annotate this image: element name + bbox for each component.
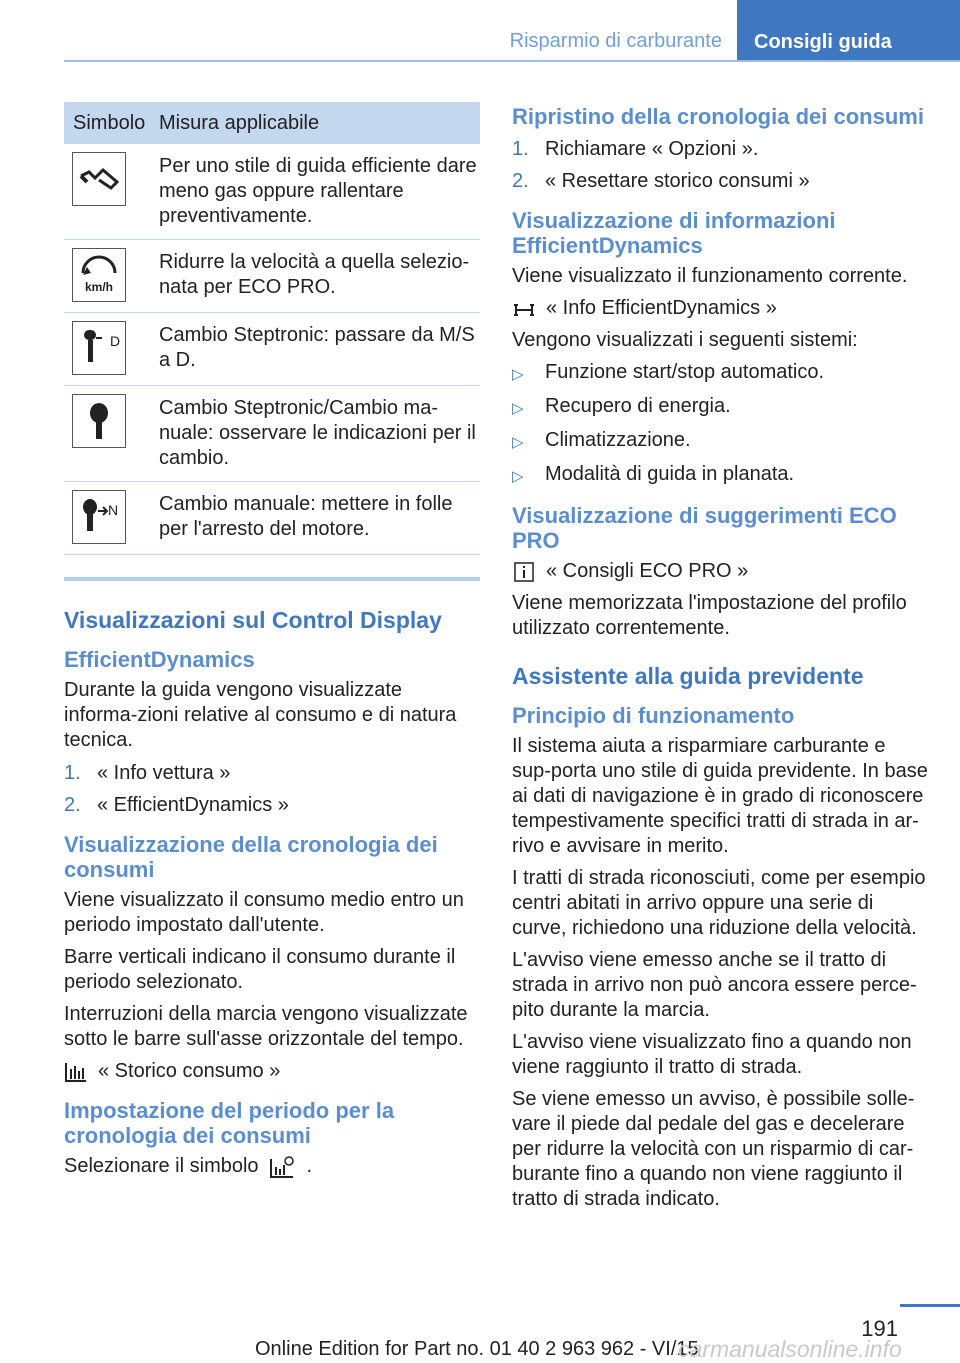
paragraph: Barre verticali indicano il consumo durante il periodo selezionato.	[64, 946, 456, 993]
section-title: Risparmio di carburante	[509, 30, 722, 52]
speedometer-kmh-icon	[72, 248, 126, 302]
gear-shift-icon	[72, 394, 126, 448]
left-column	[64, 102, 480, 1186]
paragraph: L'avviso viene visualizzato fino a quando non viene raggiunto il tratto di strada.	[512, 1031, 912, 1078]
paragraph: Viene memorizzata l'impostazione del profilo utilizzato correntemente.	[512, 592, 907, 639]
heading-efficientdynamics: EfficientDynamics	[64, 647, 255, 672]
symbol-table	[64, 102, 480, 555]
list-item: ▷ Recupero di energia.	[512, 394, 928, 421]
heading-period: Impostazione del periodo per la cronologia dei consumi	[64, 1098, 395, 1148]
heading-control-display: Visualizzazioni sul Control Display	[64, 607, 442, 633]
list-item: ▷ Climatizzazione.	[512, 428, 928, 455]
list-item-text: « Resettare storico consumi »	[545, 170, 810, 192]
paragraph: Durante la guida vengono visualizzate informa-zioni relative al consumo e di natura tecnica.	[64, 679, 457, 751]
system-list	[512, 360, 928, 489]
car-info-icon	[512, 299, 536, 319]
chart-settings-icon	[269, 1155, 297, 1179]
list-item-text: Climatizzazione.	[545, 429, 691, 451]
heading-assist: Assistente alla guida previdente	[512, 663, 864, 689]
edition-note: Online Edition for Part no. 01 40 2 963 962 - VI/15	[255, 1338, 699, 1360]
list-item: ▷ Modalità di guida in planata.	[512, 462, 928, 489]
paragraph: L'avviso viene emesso anche se il tratto di strada in arrivo non può ancora essere perce-pito durante la marcia.	[512, 949, 917, 1021]
paragraph: Viene visualizzato il consumo medio entro un periodo impostato dall'utente.	[64, 889, 464, 936]
watermark: carmanualsonline.info	[678, 1336, 902, 1362]
table-row	[64, 313, 480, 386]
table-cell-text: Ridurre la velocità a quella selezio-nata per ECO PRO.	[159, 240, 480, 313]
list-item-text: Richiamare « Opzioni ».	[545, 138, 759, 160]
svg-text:km/h: km/h	[84, 280, 114, 294]
tips-menu-line	[512, 559, 928, 584]
info-menu-label: « Info EfficientDynamics »	[546, 297, 777, 319]
period-text-end: .	[306, 1155, 313, 1177]
chapter-tab-label: Consigli guida	[754, 31, 892, 53]
tips-menu-label: « Consigli ECO PRO »	[546, 560, 749, 582]
table-row	[64, 386, 480, 482]
header-rule	[64, 60, 960, 62]
history-menu-label: « Storico consumo »	[98, 1060, 281, 1082]
svg-text:N: N	[108, 502, 119, 518]
heading-tips: Visualizzazione di suggerimenti ECO PRO	[512, 503, 897, 553]
table-row	[64, 240, 480, 313]
list-item-text: Recupero di energia.	[545, 395, 731, 417]
accelerator-release-icon	[72, 152, 126, 206]
right-column	[512, 102, 928, 1219]
table-row	[64, 482, 480, 555]
page-number: 191	[861, 1316, 898, 1341]
page-header	[0, 0, 960, 62]
bar-chart-icon	[64, 1061, 88, 1083]
info-menu-line	[512, 296, 928, 321]
footer-rule	[900, 1304, 960, 1307]
paragraph: Il sistema aiuta a risparmiare carburante e sup-porta uno stile di guida previdente. In base ai dati di navigazione è in grado di riconoscere tempestivamente specifici tratti di strada in ar-rivo e avvisare in merito.	[512, 735, 928, 857]
list-item: 1. « Info vettura »	[64, 762, 231, 784]
svg-text:D: D	[110, 333, 121, 349]
paragraph: Interruzioni della marcia vengono visualizzate sotto le barre sull'asse orizzontale del tempo.	[64, 1003, 468, 1050]
history-menu-line	[64, 1059, 480, 1084]
paragraph: Se viene emesso un avviso, è possibile solle-vare il piede dal pedale del gas e decelerare per ridurre la velocità con un risparmio di car-burante fino a quando non viene raggiunto il tratto di strada indicato.	[512, 1088, 915, 1210]
table-cell-text: Cambio Steptronic: passare da M/S a D.	[159, 313, 480, 386]
gear-n-icon	[72, 490, 126, 544]
table-header-symbol: Simbolo	[64, 102, 159, 144]
list-item: ▷ Funzione start/stop automatico.	[512, 360, 928, 387]
heading-reset: Ripristino della cronologia dei consumi	[512, 104, 924, 129]
period-text: Selezionare il simbolo	[64, 1155, 259, 1177]
paragraph: Vengono visualizzati i seguenti sistemi:	[512, 329, 858, 351]
gear-d-icon	[72, 321, 126, 375]
ordered-list	[512, 137, 928, 194]
period-line	[64, 1154, 480, 1179]
list-item: 1. Richiamare « Opzioni ».	[512, 138, 759, 160]
heading-info: Visualizzazione di informazioni EfficientDynamics	[512, 208, 836, 258]
list-item-text: Funzione start/stop automatico.	[545, 361, 825, 383]
heading-principle: Principio di funzionamento	[512, 703, 795, 728]
list-item-text: Modalità di guida in planata.	[545, 463, 795, 485]
table-cell-text: Cambio manuale: mettere in folle per l'arresto del motore.	[159, 482, 480, 555]
paragraph: I tratti di strada riconosciuti, come per esempio centri abitati in arrivo oppure una serie di curve, richiedono una riduzione della velocità.	[512, 867, 926, 939]
list-item: 2. « EfficientDynamics »	[64, 794, 289, 816]
paragraph: Viene visualizzato il funzionamento corrente.	[512, 265, 908, 287]
table-header-measure: Misura applicabile	[159, 102, 480, 144]
info-icon	[512, 561, 536, 583]
table-row	[64, 144, 480, 240]
table-header	[64, 102, 480, 144]
list-item-text: « Info vettura »	[97, 762, 231, 784]
heading-history: Visualizzazione della cronologia dei consumi	[64, 832, 438, 882]
ordered-list	[64, 761, 480, 818]
list-item-text: « EfficientDynamics »	[97, 794, 289, 816]
table-end-rule	[64, 577, 480, 581]
table-cell-text: Cambio Steptronic/Cambio ma-nuale: osservare le indicazioni per il cambio.	[159, 386, 480, 482]
list-item: 2. « Resettare storico consumi »	[512, 170, 810, 192]
table-cell-text: Per uno stile di guida efficiente dare meno gas oppure rallentare preventivamente.	[159, 144, 480, 240]
chapter-tab	[737, 0, 960, 62]
